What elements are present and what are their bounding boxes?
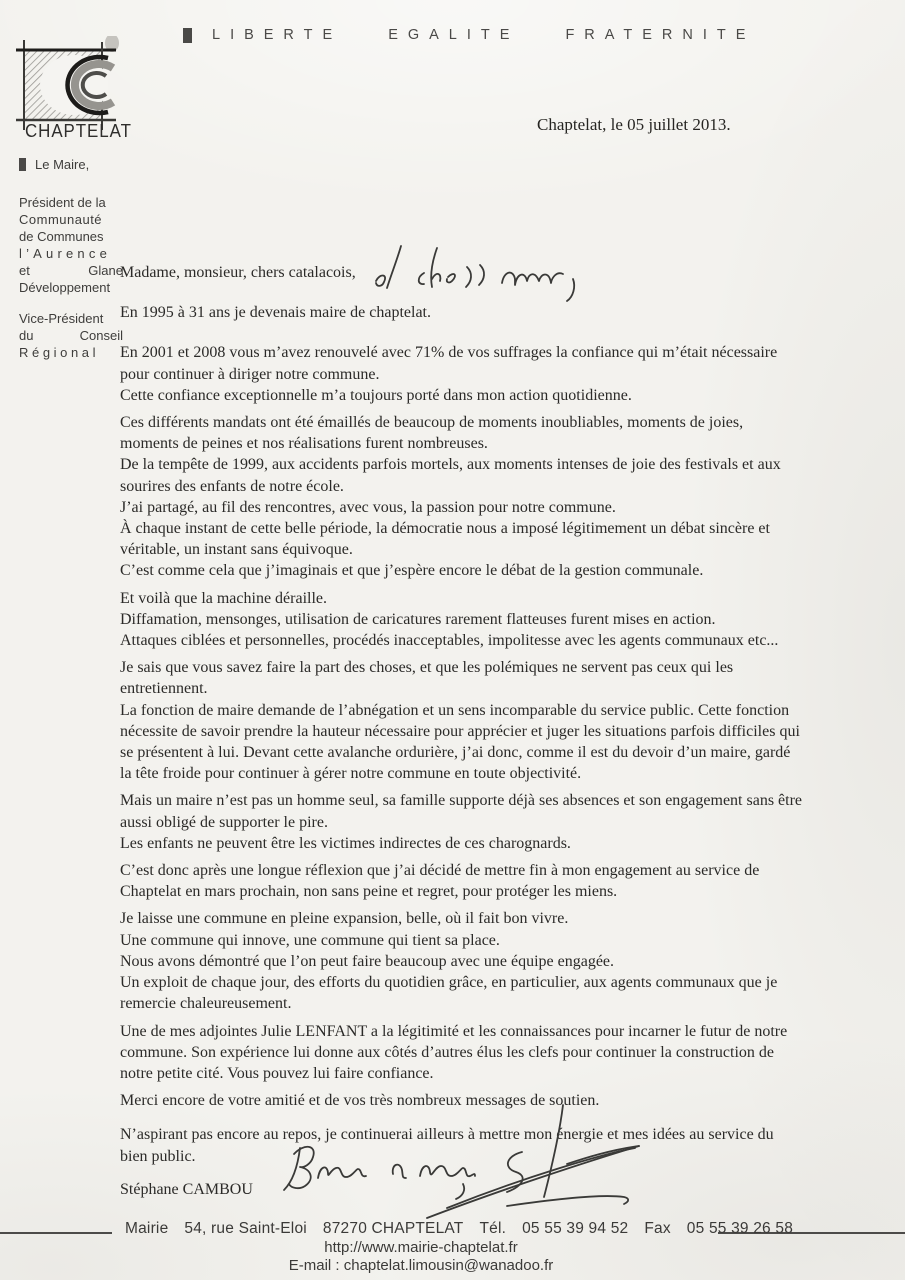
logo-label: CHAPTELAT (25, 121, 132, 141)
paragraph-line: Une de mes adjointes Julie LENFANT a la légitimité et les connaissances pour incarner le futur de notre (120, 1022, 788, 1040)
signature-name: Stéphane CAMBOU (120, 1180, 253, 1198)
role-line: Communauté (19, 212, 103, 227)
role-line: de Communes (19, 229, 104, 244)
footer-tel-label: Tél. (479, 1220, 507, 1237)
footer-mairie: Mairie (125, 1220, 169, 1237)
role-line: du Conseil (19, 328, 123, 343)
paragraph-line: De la tempête de 1999, aux accidents parfois mortels, aux moments intenses de joie des festivals et aux (120, 456, 781, 474)
footer-street: 54, rue Saint-Eloi (184, 1220, 307, 1237)
paragraph-line: aussi obligé de supporter le pire. (120, 813, 328, 831)
role-line: Régional (19, 345, 100, 360)
paragraph-line: Un exploit de chaque jour, des efforts du quotidien grâce, en particulier, aux agents communaux que je (120, 974, 778, 992)
footer-address (125, 1220, 793, 1238)
paragraph-line: Merci encore de votre amitié et de vos très nombreux messages de soutien. (120, 1092, 600, 1110)
role-vicepresident-block (19, 310, 123, 361)
paragraph (120, 657, 810, 784)
paragraph-line: Les enfants ne peuvent être les victimes indirectes de ces charognards. (120, 834, 571, 852)
dateline: Chaptelat, le 05 juillet 2013. (537, 115, 731, 134)
motto-word-egalite: EGALITE (388, 27, 520, 43)
footer-fax-number: 05 55 39 26 58 (686, 1220, 794, 1237)
paragraph-line: bien public. (120, 1147, 196, 1165)
paragraph-line: En 2001 et 2008 vous m’avez renouvelé avec 71% de vos suffrages la confiance qui m’était nécessaire (120, 344, 778, 362)
paragraph-line: À chaque instant de cette belle période, la démocratie nous a imposé légitimement un débat sincère et (120, 520, 770, 538)
footer-website: http://www.mairie-chaptelat.fr (324, 1239, 518, 1256)
paragraph-line: La fonction de maire demande de l’abnégation et un sens incomparable du service public. Cette fonction (120, 701, 790, 719)
paragraph-line: entretiennent. (120, 680, 208, 698)
letter-body (120, 262, 810, 1200)
paragraph (120, 1021, 810, 1085)
paragraph-line: remercie chaleureusement. (120, 995, 292, 1013)
motto-word-fraternite: FRATERNITE (565, 27, 756, 43)
paragraph-line: Attaques ciblées et personnelles, procédés inacceptables, impolitesse avec les agents communaux etc... (120, 632, 779, 650)
role-president-block (19, 194, 123, 296)
sender-roles-sidebar (19, 156, 127, 361)
paragraph-line: N’aspirant pas encore au repos, je continuerai ailleurs à mettre mon énergie et mes idées au service du (120, 1126, 774, 1144)
paragraph-line: sourires des enfants de notre école. (120, 477, 344, 495)
role-marker-icon (19, 158, 26, 171)
paragraph-line: C’est comme cela que j’imaginais et que j’espère encore le débat de la gestion communale. (120, 562, 704, 580)
role-line: et Glane (19, 263, 123, 278)
role-line: l’Aurence (19, 246, 111, 261)
opening-line: En 1995 à 31 ans je devenais maire de chaptelat. (120, 304, 431, 322)
paragraph-line: nécessite de savoir prendre la hauteur nécessaire pour apprécier et juger les situations parfois difficiles qui (120, 722, 800, 740)
role-mayor-label: Le Maire, (35, 157, 90, 172)
role-line: Président de la (19, 195, 106, 210)
paragraph-line: pour continuer à diriger notre commune. (120, 365, 380, 383)
role-line: Vice-Président (19, 311, 104, 326)
footer-tel-number: 05 55 39 94 52 (522, 1220, 629, 1237)
paragraph (120, 908, 810, 1014)
motto-word-liberte: LIBERTE (212, 27, 343, 43)
paragraph-line: Mais un maire n’est pas un homme seul, sa famille supporte déjà ses absences et son engagement sans être (120, 792, 803, 810)
role-mayor (19, 156, 127, 173)
footer-email: E-mail : chaptelat.limousin@wanadoo.fr (288, 1257, 554, 1274)
paragraph-line: Une commune qui innove, une commune qui tient sa place. (120, 931, 500, 949)
footer-fax-label: Fax (644, 1220, 671, 1237)
paragraph-line: J’ai partagé, au fil des rencontres, avec vous, la passion pour notre commune. (120, 498, 616, 516)
role-line: Développement (19, 280, 111, 295)
paragraph-line: Je laisse une commune en pleine expansion, belle, où il fait bon vivre. (120, 910, 569, 928)
footer-city: 87270 CHAPTELAT (322, 1220, 464, 1237)
paragraph (120, 860, 810, 902)
paragraph-line: Diffamation, mensonges, utilisation de caricatures rarement flatteuses furent mises en action. (120, 610, 716, 628)
paragraph (120, 790, 810, 854)
paragraph-line: la tête froide pour continuer à gérer notre commune en toute objectivité. (120, 765, 582, 783)
body-paragraphs (120, 342, 810, 1166)
footer-rule-left (0, 1232, 112, 1234)
paragraph-line: Cette confiance exceptionnelle m’a toujours porté dans mon action quotidienne. (120, 386, 632, 404)
paragraph-line: Nous avons démontré que l’on peut faire beaucoup avec une équipe engagée. (120, 952, 615, 970)
paragraph-line: se présentent à lui. Devant cette avalanche ordurière, j’ai donc, comme il est du devoir d’un maire, gardé (120, 744, 791, 762)
paragraph-line: notre petite cité. Vous pouvez lui faire confiance. (120, 1064, 434, 1082)
salutation: Madame, monsieur, chers catalacois, (120, 264, 356, 281)
paragraph-line: Et voilà que la machine déraille. (120, 589, 328, 607)
paragraph (120, 1090, 810, 1111)
paragraph-line: commune. Son expérience lui donne aux côtés d’autres élus les clefs pour continuer la construction de (120, 1043, 775, 1061)
paragraph-line: moments de peines et nos réalisations furent nombreuses. (120, 435, 488, 453)
paragraph (120, 1124, 810, 1166)
paragraph (120, 342, 810, 406)
paragraph-line: Chaptelat en mars prochain, non sans peine et regret, pour protéger les miens. (120, 883, 618, 901)
paragraph (120, 588, 810, 652)
motto-banner (183, 27, 801, 43)
paragraph (120, 412, 810, 582)
motto-marker-icon (183, 28, 192, 43)
paragraph-line: C’est donc après une longue réflexion que j’ai décidé de mettre fin à mon engagement au service de (120, 862, 760, 880)
paragraph-line: Je sais que vous savez faire la part des choses, et que les polémiques ne servent pas ceux qui les (120, 659, 734, 677)
paragraph-line: véritable, un instant sans équivoque. (120, 541, 353, 559)
paragraph-line: Ces différents mandats ont été émaillés de beaucoup de moments inoubliables, moments de joies, (120, 414, 744, 432)
